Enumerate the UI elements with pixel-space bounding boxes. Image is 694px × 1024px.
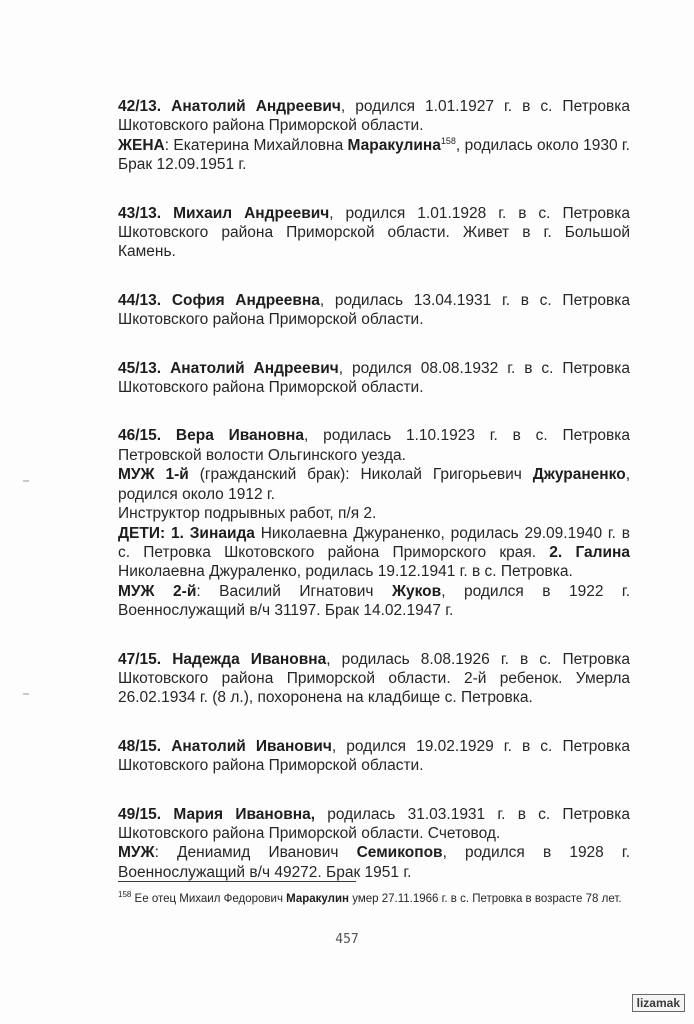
entry-text: , родилась 1.10.1923 г. в с. Петровка Петровской волости Ольгинского уезда. bbox=[118, 427, 631, 464]
spouse-surname: Маракулина bbox=[347, 136, 441, 154]
entry-48-15 bbox=[118, 737, 630, 776]
page-number: 457 bbox=[335, 932, 359, 947]
entry-paragraph bbox=[118, 737, 630, 776]
husband-label: МУЖ 2-й bbox=[118, 582, 197, 600]
entry-paragraph bbox=[118, 204, 630, 262]
child-details: Николаевна Джураленко, родилась 19.12.1941 г. в с. Петровка. bbox=[118, 563, 573, 581]
entry-id: 48/15. bbox=[118, 737, 162, 755]
husband-name: : Дениамид Иванович bbox=[154, 844, 357, 862]
husband-label: МУЖ bbox=[118, 844, 155, 862]
entry-46-15 bbox=[118, 426, 630, 620]
entry-name: Анатолий Иванович bbox=[171, 737, 332, 755]
entry-47-15 bbox=[118, 650, 630, 708]
husband-name: : Василий Игнатович bbox=[196, 582, 392, 600]
entry-id: 43/13. bbox=[118, 204, 162, 222]
entry-id: 47/15. bbox=[118, 650, 162, 668]
watermark-label: lizamak bbox=[632, 994, 685, 1012]
husband-name: (гражданский брак): Николай Григорьевич bbox=[188, 466, 533, 484]
husband-surname: Жуков bbox=[392, 582, 442, 600]
entry-id: 42/13. bbox=[118, 98, 162, 115]
entry-42-13 bbox=[118, 97, 630, 175]
scan-margin-mark bbox=[23, 480, 29, 482]
entry-text: , родился 08.08.1932 г. в с. Петровка Шкотовского района Приморской области. bbox=[118, 359, 630, 397]
entry-paragraph bbox=[118, 291, 630, 330]
entry-name: Анатолий Андреевич bbox=[171, 98, 341, 115]
husband-surname: Семикопов bbox=[356, 844, 443, 862]
entry-text: , родился 1.01.1927 г. в с. Петровка Шкотовского района Приморской области. bbox=[118, 98, 630, 135]
entry-text: , родилась 8.08.1926 г. в с. Петровка Шкотовского района Приморской области. 2-й ребенок. Умерла 26.02.1934 г. (8 л.), похоронена на кладбище с. Петровка. bbox=[118, 650, 631, 707]
footnote-number: 158 bbox=[118, 890, 132, 899]
entry-text: , родился 1.01.1928 г. в с. Петровка Шкотовского района Приморской области. Живет в г. Большой Камень. bbox=[118, 204, 631, 261]
husband-details: , родился около 1912 г. bbox=[118, 466, 630, 503]
entry-45-13 bbox=[118, 359, 630, 398]
husband-line bbox=[118, 843, 630, 882]
footnote-separator bbox=[118, 881, 356, 882]
husband-line bbox=[118, 465, 630, 504]
child-name: Галина bbox=[575, 543, 630, 561]
entry-id: 45/13. bbox=[118, 359, 162, 377]
entry-text: , родилась 13.04.1931 г. в с. Петровка Шкотовского района Приморской области. bbox=[118, 291, 630, 329]
children-line bbox=[118, 524, 630, 582]
entry-44-13 bbox=[118, 291, 630, 330]
entry-paragraph bbox=[118, 650, 630, 708]
entry-id: 46/15. bbox=[118, 427, 162, 445]
entry-paragraph bbox=[118, 359, 630, 398]
occupation-line: Инструктор подрывных работ, п/я 2. bbox=[118, 505, 377, 523]
scan-margin-mark bbox=[23, 693, 29, 695]
entry-paragraph bbox=[118, 97, 630, 136]
children-label: ДЕТИ: bbox=[118, 524, 166, 542]
entry-49-15 bbox=[118, 805, 630, 883]
child-details: Николаевна Джураненко, родилась 29.09.1940 г. в с. Петровка Шкотовского района Приморского края. bbox=[118, 524, 630, 561]
entry-name: Михаил Андреевич bbox=[173, 204, 330, 222]
spouse-name: : Екатерина Михайловна bbox=[164, 136, 348, 154]
footnote-text: Ее отец Михаил Федорович bbox=[131, 893, 287, 905]
child-name: Зинаида bbox=[189, 524, 255, 542]
document-body bbox=[118, 97, 630, 911]
husband-details: , родился в 1922 г. Военнослужащий в/ч 31197. Брак 14.02.1947 г. bbox=[118, 582, 630, 620]
husband-label: МУЖ 1-й bbox=[118, 466, 189, 484]
entry-name: Мария Ивановна, bbox=[173, 805, 316, 823]
husband-details: , родился в 1928 г. Военнослужащий в/ч 49272. Брак 1951 г. bbox=[118, 844, 631, 881]
entry-id: 49/15. bbox=[118, 805, 162, 823]
husband-surname: Джураненко bbox=[532, 466, 626, 484]
entry-name: София Андреевна bbox=[171, 291, 320, 309]
footnote-details: умер 27.11.1966 г. в с. Петровка в возрасте 78 лет. bbox=[349, 893, 622, 905]
spouse-label: ЖЕНА bbox=[118, 136, 165, 154]
footnote bbox=[118, 892, 630, 907]
spouse-details: , родилась около 1930 г. Брак 12.09.1951 г. bbox=[118, 136, 630, 174]
entry-43-13 bbox=[118, 204, 630, 262]
entry-name: Вера Ивановна bbox=[175, 427, 305, 445]
entry-text: , родился 19.02.1929 г. в с. Петровка Шкотовского района Приморской области. bbox=[118, 737, 631, 775]
spouse-line bbox=[118, 136, 630, 175]
entry-name: Надежда Ивановна bbox=[172, 650, 327, 668]
entry-name: Анатолий Андреевич bbox=[170, 359, 339, 377]
entry-paragraph bbox=[118, 805, 630, 844]
footnote-surname: Маракулин bbox=[286, 893, 349, 905]
husband-line bbox=[118, 582, 630, 621]
entry-paragraph bbox=[118, 426, 630, 465]
child-number: 1. bbox=[170, 524, 184, 542]
child-number: 2. bbox=[549, 543, 563, 561]
entry-text: родилась 31.03.1931 г. в с. Петровка Шкотовского района Приморской области. Счетовод. bbox=[118, 805, 630, 842]
entry-id: 44/13. bbox=[118, 291, 162, 309]
footnote-reference: 158 bbox=[440, 135, 456, 146]
